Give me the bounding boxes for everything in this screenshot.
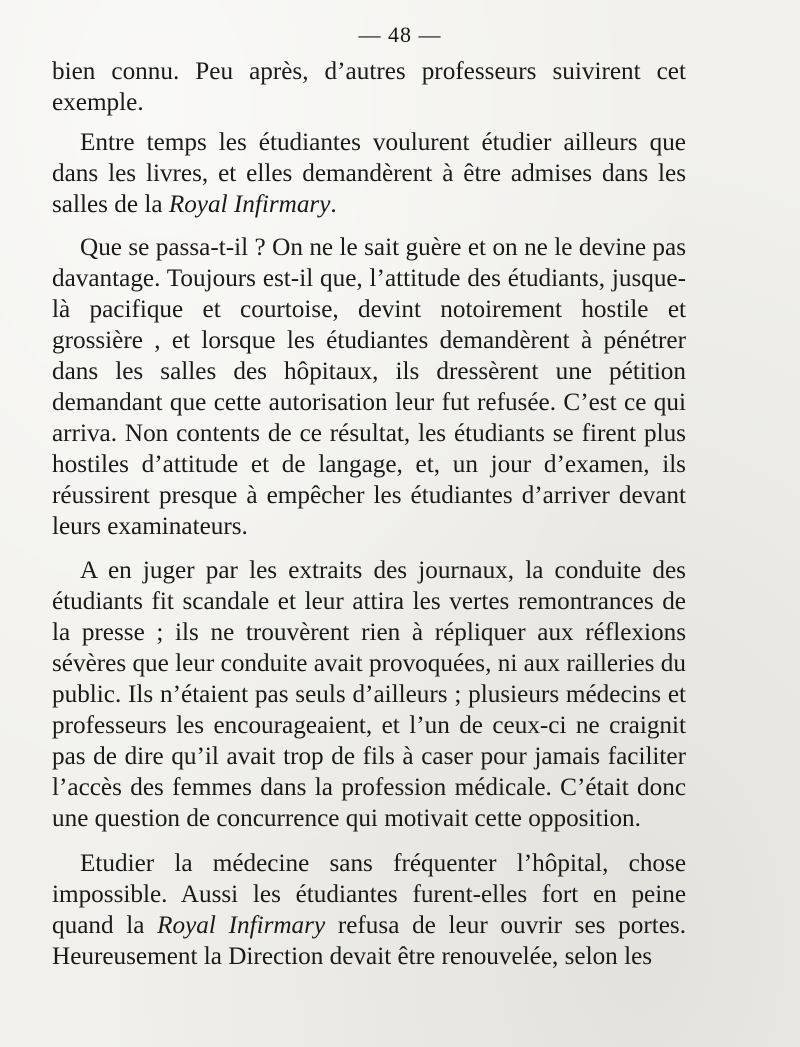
body-text bbox=[52, 56, 686, 986]
paragraph-2 bbox=[52, 127, 686, 220]
paragraph-1-text: bien connu. Peu après, d’autres professeurs suivirent cet exemple. bbox=[52, 58, 686, 116]
paragraph-3-text: Que se passa-t-il ? On ne le sait guère et on ne le devine pas davantage. Toujours est-il que, l’attitude des étudiants, jusque-là pacifique et courtoise, devint notoirement hostile et grossière , et lorsque les étudiantes demandèrent à pénétrer dans les salles des hôpitaux, ils dressèrent une pétition demandant que cette autorisation leur fut refusée. C’est ce qui arriva. Non contents de ce résultat, les étudiants se firent plus hostiles d’attitude et de langage, et, un jour d’examen, ils réussirent presque à empêcher les étudiantes d’arriver devant leurs examinateurs. bbox=[52, 234, 686, 540]
paragraph-3 bbox=[52, 232, 686, 542]
paragraph-5 bbox=[52, 848, 686, 972]
page-number: — 48 — bbox=[358, 22, 442, 47]
paragraph-2-italic-royal-infirmary: Royal Infirmary bbox=[168, 191, 331, 218]
paragraph-5-italic-royal-infirmary: Royal Infirmary bbox=[157, 912, 326, 939]
paragraph-2-text-b: . bbox=[330, 191, 337, 218]
paragraph-1 bbox=[52, 56, 686, 118]
paragraph-4-text: A en juger par les extraits des journaux, la conduite des étudiants fit scandale et leur attira les vertes remontrances de la presse ; ils ne trouvèrent rien à répliquer aux réflexions sévères que leur conduite avait provoquées, ni aux railleries du public. Ils n’étaient pas seuls d’ailleurs ; plusieurs médecins et professeurs les encourageaient, et l’un de ceux-ci ne craignit pas de dire qu’il avait trop de fils à caser pour jamais faciliter l’accès des femmes dans la profession médicale. C’était donc une question de concurrence qui motivait cette opposition. bbox=[52, 557, 686, 832]
paragraph-2-text-a: Entre temps les étudiantes voulurent étudier ailleurs que dans les livres, et elles demandèrent à être admises dans les salles de la bbox=[52, 129, 686, 218]
paragraph-5-text-a: Etudier la médecine sans fréquenter l’hôpital, chose impossible. Aussi les étudiantes furent-elles fort en peine quand la bbox=[52, 850, 686, 939]
paragraph-4 bbox=[52, 555, 686, 834]
paragraph-5-text-b: refusa de leur ouvrir ses portes. Heureusement la Direction devait être renouvelée, selon les bbox=[52, 912, 686, 970]
